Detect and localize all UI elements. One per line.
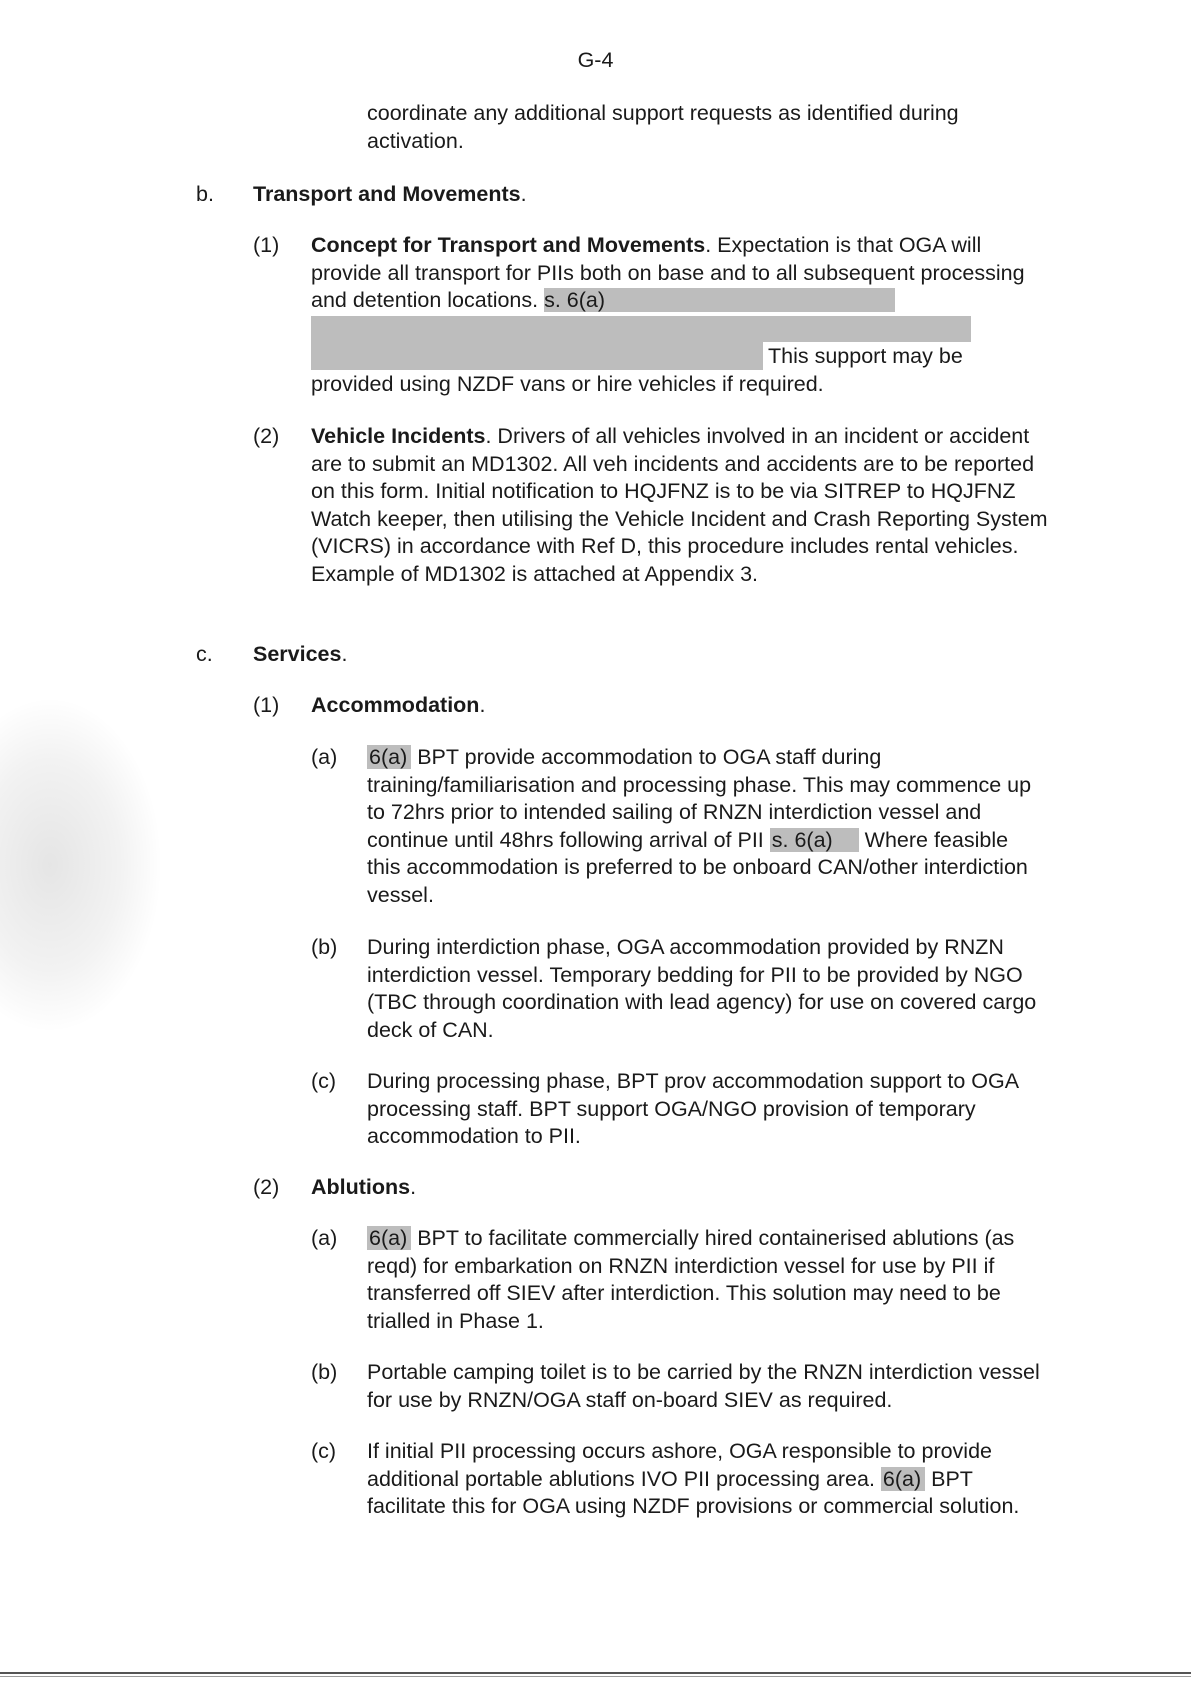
section-c-heading xyxy=(253,641,347,669)
footer-rule xyxy=(0,1672,1191,1674)
section-b-heading xyxy=(253,181,527,209)
ablutions-b-marker: (b) xyxy=(311,1360,338,1384)
item-b1-text-2: This support may be provided using NZDF vans or hire vehicles if required. xyxy=(311,344,963,396)
footer-rule xyxy=(0,1676,1191,1677)
accommodation-a-text-2: Where feasible this accommodation is preferred to be onboard CAN/other interdiction vessel. xyxy=(367,827,1028,907)
item-b2-text: . Drivers of all vehicles involved in an incident or accident are to submit an MD1302. All veh incidents and accidents are to be reported on this form. Initial notification to HQJFNZ is to be via SITREP to HQJFNZ Watch keeper, then utilising the Vehicle Incident and Crash Reporting System (VICRS) in accordance with Ref D, this procedure includes rental vehicles. Example of MD1302 is attached at Appendix 3. xyxy=(311,424,1048,586)
redaction-block xyxy=(311,316,971,342)
item-b2-title: Vehicle Incidents xyxy=(311,424,486,448)
redaction-label: s. 6(a) xyxy=(770,828,859,852)
ablutions-title-suffix: . xyxy=(410,1175,417,1199)
accommodation-b-paragraph: During interdiction phase, OGA accommodation provided by RNZN interdiction vessel. Temporary bedding for PII to be provided by NGO (TBC through coordination with lead agency) for use on covered cargo deck of CAN. xyxy=(367,935,1037,1042)
ablutions-heading xyxy=(311,1174,416,1202)
accommodation-c-marker: (c) xyxy=(311,1069,337,1093)
accommodation-a-paragraph xyxy=(367,744,1047,910)
accommodation-title-suffix: . xyxy=(479,693,486,717)
section-c-title-suffix: . xyxy=(341,642,348,666)
section-b-title-suffix: . xyxy=(520,182,527,206)
section-b-marker: b. xyxy=(196,182,214,206)
page-number: G-4 xyxy=(577,48,614,72)
ablutions-a-marker: (a) xyxy=(311,1226,338,1250)
ablutions-c-text-2: BPT facilitate this for OGA using NZDF provisions or commercial solution. xyxy=(367,1466,1020,1519)
section-c-marker: c. xyxy=(196,642,213,666)
redaction-label: 6(a) xyxy=(881,1467,925,1491)
ablutions-c-text-1: If initial PII processing occurs ashore, OGA responsible to provide additional portable ablutions IVO PII processing area. xyxy=(367,1439,993,1491)
ablutions-title: Ablutions xyxy=(311,1175,411,1199)
scan-shadow xyxy=(0,700,160,1030)
accommodation-a-text-1: BPT provide accommodation to OGA staff during training/familiarisation and processing phase. This may commence up to 72hrs prior to intended sailing of RNZN interdiction vessel and continue until 48hrs following arrival of PII xyxy=(367,745,1032,852)
accommodation-title: Accommodation xyxy=(311,693,480,717)
intro-paragraph: coordinate any additional support requests as identified during activation. xyxy=(367,101,959,153)
ablutions-a-paragraph xyxy=(367,1225,1057,1335)
item-b1-redaction-label: s. 6(a) xyxy=(544,288,895,312)
ablutions-a-text: BPT to facilitate commercially hired containerised ablutions (as reqd) for embarkation on RNZN interdiction vessel for use by PII if transferred off SIEV after interdiction. This solution may need to be trialled in Phase 1. xyxy=(367,1226,1015,1333)
item-b1-marker: (1) xyxy=(253,233,280,257)
ablutions-marker: (2) xyxy=(253,1175,280,1199)
accommodation-b-marker: (b) xyxy=(311,935,338,959)
redaction-label: 6(a) xyxy=(367,1226,411,1250)
redaction-label: 6(a) xyxy=(367,745,411,769)
item-b1-title: Concept for Transport and Movements xyxy=(311,233,706,257)
accommodation-marker: (1) xyxy=(253,693,280,717)
ablutions-b-paragraph: Portable camping toilet is to be carried by the RNZN interdiction vessel for use by RNZN/OGA staff on-board SIEV as required. xyxy=(367,1360,1040,1412)
item-b2-paragraph xyxy=(311,423,1051,589)
accommodation-c-paragraph: During processing phase, BPT prov accommodation support to OGA processing staff. BPT support OGA/NGO provision of temporary accommodation to PII. xyxy=(367,1069,1018,1149)
ablutions-c-marker: (c) xyxy=(311,1439,337,1463)
section-b-title: Transport and Movements xyxy=(253,182,521,206)
item-b1-text-1: . Expectation is that OGA will provide all transport for PIIs both on base and to all subsequent processing and detention locations. xyxy=(311,233,1025,313)
item-b1-paragraph xyxy=(311,232,1051,315)
accommodation-heading xyxy=(311,692,485,720)
section-c-title: Services xyxy=(253,642,342,666)
item-b2-marker: (2) xyxy=(253,424,280,448)
accommodation-a-marker: (a) xyxy=(311,745,338,769)
ablutions-c-paragraph xyxy=(367,1438,1047,1521)
